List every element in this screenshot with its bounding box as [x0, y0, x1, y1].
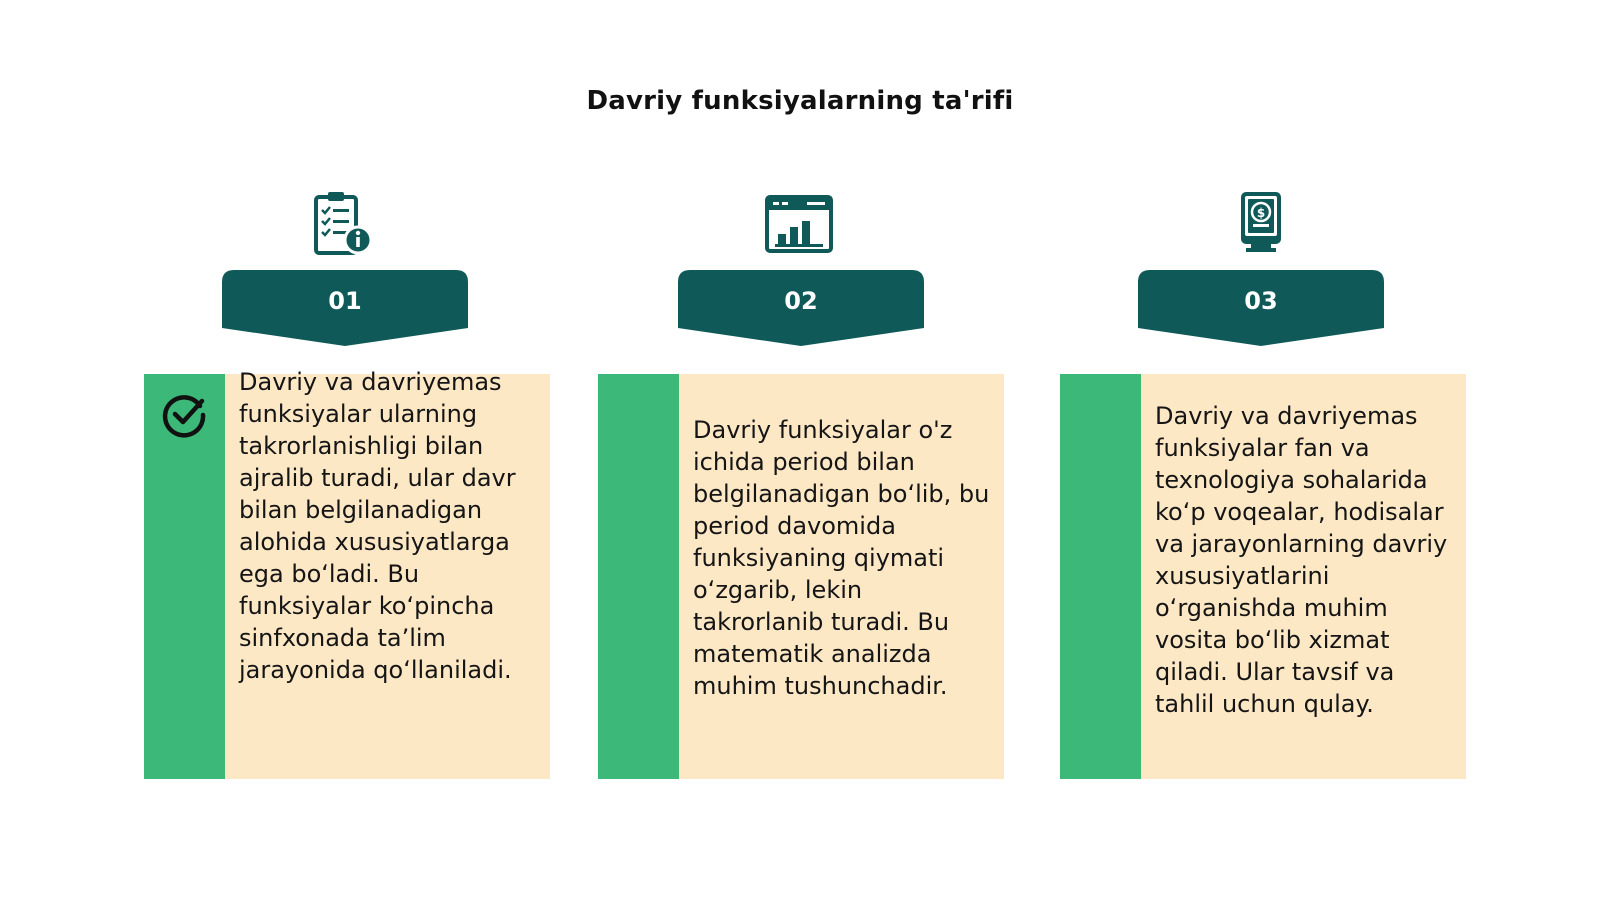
card-text: Davriy funksiyalar o'z ichida period bilan belgilanadigan boʻlib, bu period davomida funksiyaning qiymati oʻzgarib, lekin takrorlanib turadi. Bu matematik analizda muhim tushunchadir.	[693, 416, 990, 700]
card-panel	[225, 368, 550, 779]
card-panel	[1141, 374, 1466, 779]
card-panel	[679, 374, 1004, 779]
card-stripe	[144, 374, 225, 779]
clipboard-checklist-info-icon	[308, 188, 378, 258]
card-text: Davriy va davriyemas funksiyalar ularning takrorlanishligi bilan ajralib turadi, ular davr bilan belgilanadigan alohida xususiyatlarga ega boʻladi. Bu funksiyalar koʻpincha sinfxonada taʼlim jarayonida qoʻllaniladi.	[239, 368, 516, 684]
step-card-03	[1060, 374, 1466, 779]
step-column-02	[596, 0, 1006, 900]
page-title: Davriy funksiyalarning ta'rifi	[586, 86, 1014, 116]
step-card-02	[598, 374, 1004, 779]
step-number: 01	[328, 287, 362, 315]
step-card-01	[144, 368, 550, 779]
step-badge-01	[222, 270, 468, 350]
check-circle-icon	[162, 392, 208, 438]
step-number: 02	[784, 287, 818, 315]
bar-chart-window-icon	[764, 188, 834, 258]
step-column-03	[1054, 0, 1464, 900]
card-stripe	[1060, 374, 1141, 779]
card-text: Davriy va davriyemas funksiyalar fan va texnologiya sohalarida koʻp voqealar, hodisalar va jarayonlarning davriy xususiyatlarini oʻrganishda muhim vosita boʻlib xizmat qiladi. Ular tavsif va tahlil uchun qulay.	[1155, 402, 1448, 718]
svg-text:$: $	[1256, 206, 1266, 220]
step-number: 03	[1244, 287, 1278, 315]
card-stripe	[598, 374, 679, 779]
step-badge-02	[678, 270, 924, 350]
money-monitor-icon	[1226, 188, 1296, 258]
step-column-01	[140, 0, 550, 900]
step-badge-03	[1138, 270, 1384, 350]
